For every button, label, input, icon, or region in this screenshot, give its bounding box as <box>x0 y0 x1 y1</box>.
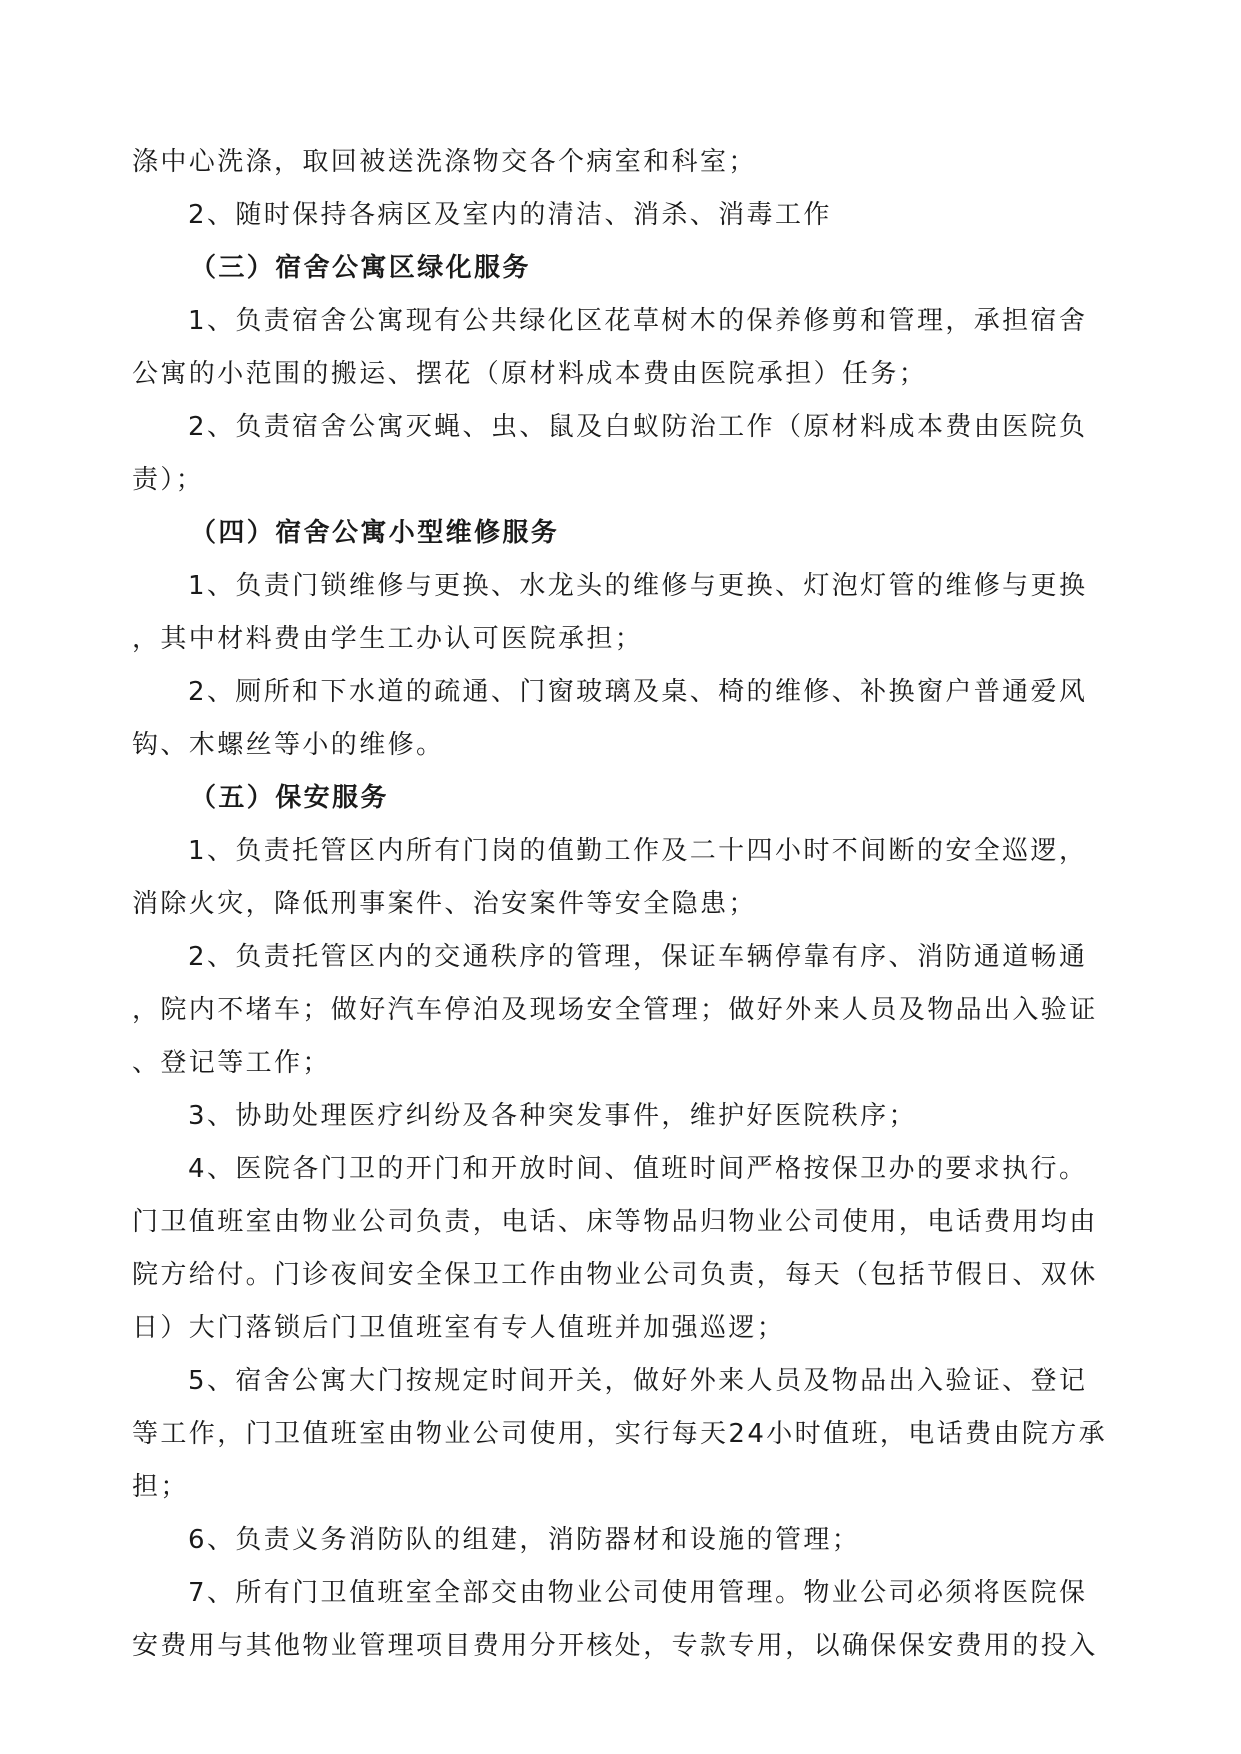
list-item-line: 7、所有门卫值班室全部交由物业公司使用管理。物业公司必须将医院保 <box>188 1578 1088 1608</box>
paragraph-line: 等工作，门卫值班室由物业公司使用，实行每天24小时值班，电话费由院方承 <box>132 1419 1108 1449</box>
paragraph-line: 安费用与其他物业管理项目费用分开核处，专款专用，以确保保安费用的投入 <box>132 1631 1098 1661</box>
list-item-line: 2、厕所和下水道的疏通、门窗玻璃及桌、椅的维修、补换窗户普通爱风 <box>188 677 1088 707</box>
paragraph-line: 门卫值班室由物业公司负责，电话、床等物品归物业公司使用，电话费用均由 <box>132 1207 1098 1237</box>
list-item-line: 6、负责义务消防队的组建，消防器材和设施的管理； <box>188 1525 861 1555</box>
list-item-line: 3、协助处理医疗纠纷及各种突发事件，维护好医院秩序； <box>188 1101 917 1131</box>
paragraph-line: 担； <box>132 1472 189 1502</box>
paragraph-line: ，其中材料费由学生工办认可医院承担； <box>132 624 644 654</box>
paragraph-line: 消除火灾，降低刑事案件、治安案件等安全隐患； <box>132 889 757 919</box>
list-item-line: 2、负责宿舍公寓灭蝇、虫、鼠及白蚁防治工作（原材料成本费由医院负 <box>188 412 1088 442</box>
paragraph-line: ，院内不堵车；做好汽车停泊及现场安全管理；做好外来人员及物品出入验证 <box>132 995 1098 1025</box>
section-heading: （三）宿舍公寓区绿化服务 <box>190 253 531 283</box>
paragraph-line: 院方给付。门诊夜间安全保卫工作由物业公司负责，每天（包括节假日、双休 <box>132 1260 1098 1290</box>
list-item-line: 1、负责宿舍公寓现有公共绿化区花草树木的保养修剪和管理，承担宿舍 <box>188 306 1088 336</box>
paragraph-line: 责）； <box>132 465 205 495</box>
list-item-line: 5、宿舍公寓大门按规定时间开关，做好外来人员及物品出入验证、登记 <box>188 1366 1088 1396</box>
list-item-line: 2、随时保持各病区及室内的清洁、消杀、消毒工作 <box>188 200 832 230</box>
section-heading: （五）保安服务 <box>190 783 389 813</box>
paragraph-line: 日）大门落锁后门卫值班室有专人值班并加强巡逻； <box>132 1313 786 1343</box>
section-heading: （四）宿舍公寓小型维修服务 <box>190 518 560 548</box>
paragraph-line: 、登记等工作； <box>132 1048 331 1078</box>
list-item-line: 2、负责托管区内的交通秩序的管理，保证车辆停靠有序、消防通道畅通 <box>188 942 1088 972</box>
document-body <box>132 136 1112 1673</box>
paragraph-line: 涤中心洗涤，取回被送洗涤物交各个病室和科室； <box>132 147 757 177</box>
list-item-line: 4、医院各门卫的开门和开放时间、值班时间严格按保卫办的要求执行。 <box>188 1154 1088 1184</box>
list-item-line: 1、负责托管区内所有门岗的值勤工作及二十四小时不间断的安全巡逻， <box>188 836 1088 866</box>
paragraph-line: 公寓的小范围的搬运、摆花（原材料成本费由医院承担）任务； <box>132 359 928 389</box>
list-item-line: 1、负责门锁维修与更换、水龙头的维修与更换、灯泡灯管的维修与更换 <box>188 571 1088 601</box>
paragraph-line: 钩、木螺丝等小的维修。 <box>132 730 445 760</box>
